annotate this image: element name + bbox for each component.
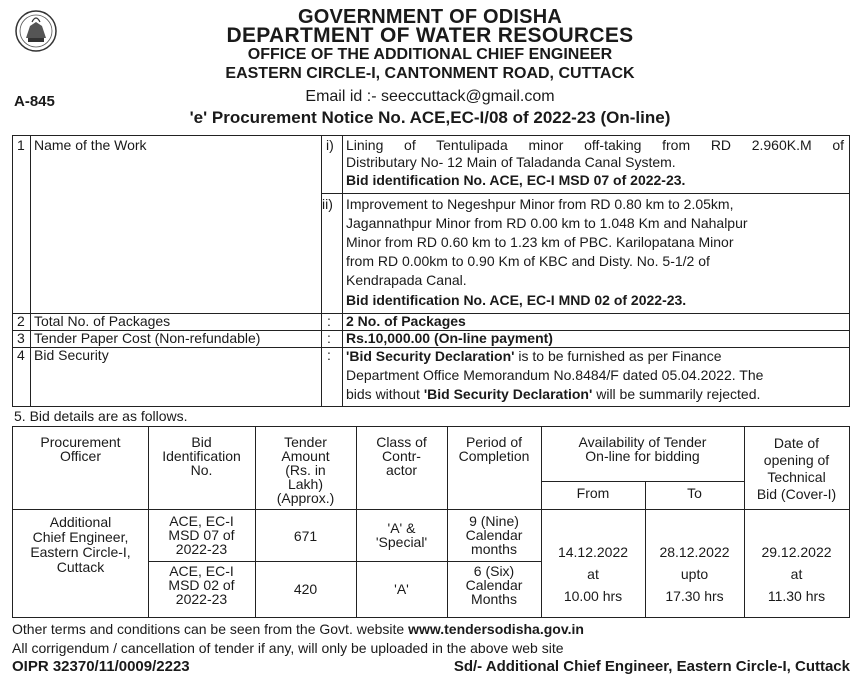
opening-date: 29.12.2022 at 11.30 hrs xyxy=(761,544,832,604)
colon: : xyxy=(327,330,331,346)
reference-number: A-845 xyxy=(14,93,55,110)
header-to: To xyxy=(687,485,702,501)
packages-value: 2 No. of Packages xyxy=(346,313,466,329)
header-bid-identification: Bid Identification No. xyxy=(162,434,241,478)
work-description: Minor from RD 0.60 km to 1.23 km of PBC. Karilopatana Minor xyxy=(346,234,734,250)
name-of-work-label: Name of the Work xyxy=(34,137,147,153)
bid-identification: Bid identification No. ACE, EC-I MSD 07 of 2022-23. xyxy=(346,172,686,188)
header-from: From xyxy=(576,485,610,501)
bid-identification: Bid identification No. ACE, EC-I MND 02 of 2022-23. xyxy=(346,292,687,308)
work-details-table xyxy=(12,135,850,407)
footer-corrigendum: All corrigendum / cancellation of tender if any, will only be uploaded in the above web site xyxy=(12,640,564,656)
tender-cost-label: Tender Paper Cost (Non-refundable) xyxy=(34,330,261,346)
work-description: Lining of Tentulipada minor off-taking from RD 2.960K.M of xyxy=(346,137,844,153)
availability-from: 14.12.2022 at 10.00 hrs xyxy=(557,544,629,604)
header-procurement-officer: Procurement Officer xyxy=(40,434,121,464)
oipr-number: OIPR 32370/11/0009/2223 xyxy=(12,658,190,675)
work-number: i) xyxy=(326,137,334,153)
bid-security-text: Department Office Memorandum No.8484/F dated 05.04.2022. The xyxy=(346,367,764,383)
header-period-of-completion: Period of Completion xyxy=(458,434,530,464)
tender-amount-row-1: 671 xyxy=(293,528,318,544)
bid-details-table xyxy=(12,426,850,618)
header-tender-amount: Tender Amount (Rs. in Lakh) (Approx.) xyxy=(276,434,335,506)
odisha-emblem-icon xyxy=(14,8,58,54)
bid-security-text: bids without 'Bid Security Declaration' will be summarily rejected. xyxy=(346,386,761,402)
notice-title: 'e' Procurement Notice No. ACE,EC-I/08 of 2022-23 (On-line) xyxy=(189,108,671,127)
header-availability: Availability of Tender On-line for bidding xyxy=(578,434,707,464)
header-class-of-contractor: Class of Contr- actor xyxy=(376,434,427,478)
tender-cost-value: Rs.10,000.00 (On-line payment) xyxy=(346,330,553,346)
packages-label: Total No. of Packages xyxy=(34,313,171,329)
website-link[interactable]: www.tendersodisha.gov.in xyxy=(408,621,584,637)
address-heading: EASTERN CIRCLE-I, CANTONMENT ROAD, CUTTACK xyxy=(225,65,635,82)
department-heading: DEPARTMENT OF WATER RESOURCES xyxy=(226,24,634,47)
class-row-2: 'A' xyxy=(394,581,409,597)
bid-security-label: Bid Security xyxy=(34,347,109,363)
govt-heading: GOVERNMENT OF ODISHA xyxy=(297,6,562,28)
work-description: Kendrapada Canal. xyxy=(346,272,467,288)
office-heading: OFFICE OF THE ADDITIONAL CHIEF ENGINEER xyxy=(247,46,613,63)
colon: : xyxy=(327,313,331,329)
work-number: ii) xyxy=(322,196,333,212)
work-description: Improvement to Negeshpur Minor from RD 0.80 km to 2.05km, xyxy=(346,196,734,212)
item-number: 1 xyxy=(17,137,25,153)
bid-id-row-1: ACE, EC-I MSD 07 of 2022-23 xyxy=(168,513,235,557)
footer-terms: Other terms and conditions can be seen from the Govt. website www.tendersodisha.gov.in xyxy=(12,621,584,637)
work-description: from RD 0.00km to 0.90 Km of KBC and Disty. No. 5-1/2 of xyxy=(346,253,710,269)
work-description: Jagannathpur Minor from RD 0.00 km to 1.048 Km and Nahalpur xyxy=(346,215,748,231)
bid-security-text: 'Bid Security Declaration' is to be furnished as per Finance xyxy=(346,348,722,364)
colon: : xyxy=(327,347,331,363)
procurement-officer: Additional Chief Engineer, Eastern Circle-I, Cuttack xyxy=(30,514,131,575)
email-line: Email id :- seeccuttack@gmail.com xyxy=(305,88,555,105)
item-number: 3 xyxy=(17,330,25,346)
availability-to: 28.12.2022 upto 17.30 hrs xyxy=(659,544,730,604)
class-row-1: 'A' & 'Special' xyxy=(375,520,428,550)
work-description: Distributary No- 12 Main of Taladanda Canal System. xyxy=(346,154,676,170)
item-number: 4 xyxy=(17,347,25,363)
item-number: 2 xyxy=(17,313,25,329)
period-row-1: 9 (Nine) Calendar months xyxy=(465,513,523,557)
section-5-heading: 5. Bid details are as follows. xyxy=(14,408,188,424)
signature-line: Sd/- Additional Chief Engineer, Eastern Circle-I, Cuttack xyxy=(453,658,850,675)
period-row-2: 6 (Six) Calendar Months xyxy=(465,563,523,607)
header-opening-date: Date of opening of Technical Bid (Cover-I) xyxy=(756,435,837,502)
tender-amount-row-2: 420 xyxy=(293,581,318,597)
bid-id-row-2: ACE, EC-I MSD 02 of 2022-23 xyxy=(168,563,235,607)
